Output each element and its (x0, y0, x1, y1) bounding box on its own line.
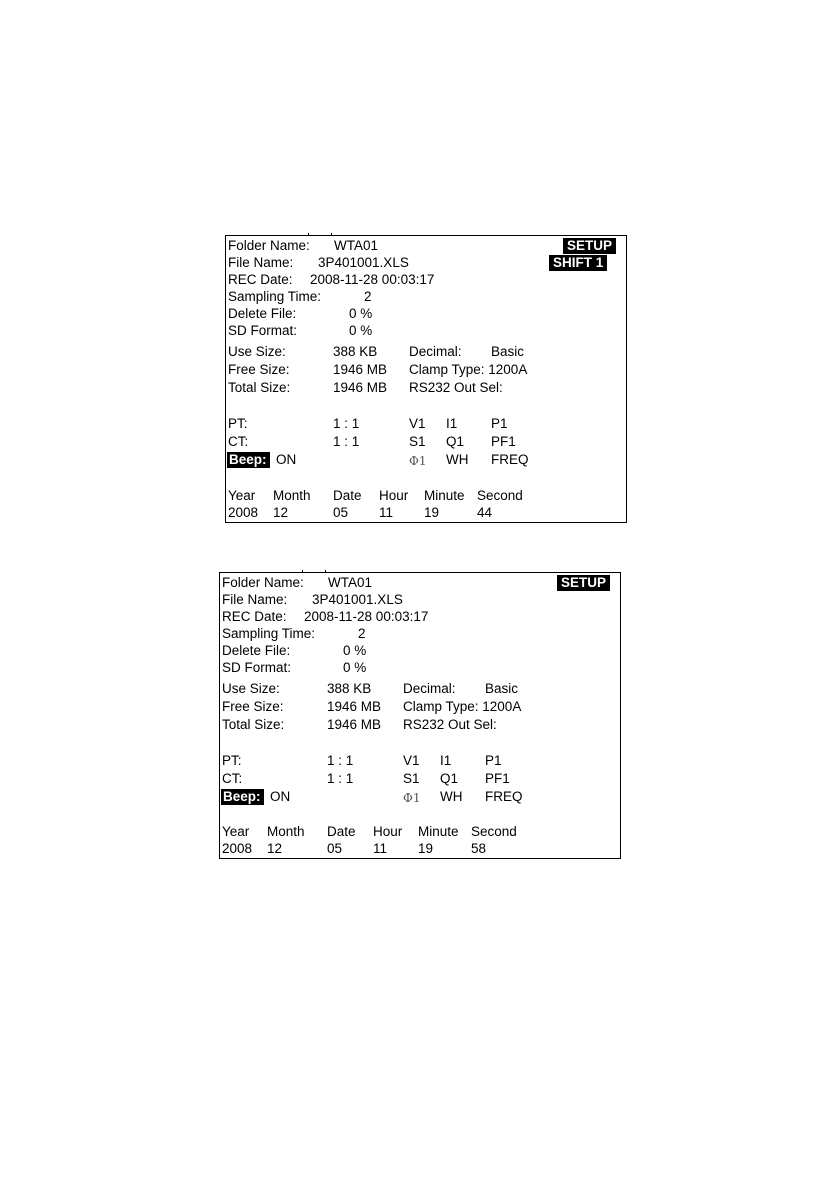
month-value: 12 (267, 841, 283, 856)
beep-label-highlighted: Beep: (227, 452, 270, 468)
rs232-out-sel-label: RS232 Out Sel: (409, 380, 503, 395)
rs232-option-s1: S1 (403, 771, 420, 786)
free-size-label: Free Size: (228, 362, 290, 377)
sd-format-value: 0 % (349, 323, 373, 338)
setup-badge: SETUP (557, 575, 610, 591)
rec-date-value: 2008-11-28 00:03:17 (304, 609, 429, 624)
hour-value: 11 (379, 505, 394, 520)
ct-value: 1 : 1 (327, 771, 354, 786)
second-value: 44 (477, 505, 493, 520)
free-size-value: 1946 MB (327, 699, 382, 714)
rs232-option-pf1: PF1 (491, 434, 516, 449)
use-size-value: 388 KB (333, 344, 378, 359)
decimal-value: Basic (485, 681, 519, 696)
folder-name-value: WTA01 (334, 238, 379, 253)
sampling-time-label: Sampling Time: (228, 289, 322, 304)
sampling-time-value: 2 (358, 626, 366, 641)
delete-file-value: 0 % (349, 306, 373, 321)
month-header: Month (267, 824, 305, 839)
date-header: Date (327, 824, 356, 839)
rs232-option-s1: S1 (409, 434, 426, 449)
rs232-option-q1: Q1 (446, 434, 465, 449)
sd-format-label: SD Format: (228, 323, 298, 338)
rec-date-label: REC Date: (222, 609, 287, 624)
shift-badge: SHIFT 1 (549, 255, 607, 271)
beep-label-highlighted: Beep: (221, 789, 264, 805)
month-header: Month (273, 488, 311, 503)
second-value: 58 (471, 841, 487, 856)
minute-value: 19 (424, 505, 440, 520)
file-name-value: 3P401001.XLS (312, 592, 403, 607)
use-size-value: 388 KB (327, 681, 372, 696)
rs232-option-v1: V1 (403, 753, 420, 768)
year-value: 2008 (228, 505, 259, 520)
year-header: Year (228, 488, 256, 503)
minute-header: Minute (424, 488, 465, 503)
free-size-label: Free Size: (222, 699, 284, 714)
folder-name-label: Folder Name: (222, 575, 304, 590)
file-name-label: File Name: (222, 592, 288, 607)
month-value: 12 (273, 505, 289, 520)
folder-name-value: WTA01 (328, 575, 373, 590)
folder-name-label: Folder Name: (228, 238, 310, 253)
year-value: 2008 (222, 841, 253, 856)
clamp-type-label: Clamp Type: 1200A (403, 699, 522, 714)
delete-file-label: Delete File: (228, 306, 297, 321)
rs232-out-sel-label: RS232 Out Sel: (403, 717, 497, 732)
hour-value: 11 (373, 841, 388, 856)
rs232-option-i1: I1 (446, 416, 458, 431)
decimal-label: Decimal: (409, 344, 462, 359)
decimal-value: Basic (491, 344, 525, 359)
total-size-value: 1946 MB (327, 717, 382, 732)
pt-value: 1 : 1 (327, 753, 354, 768)
rs232-option-phi1: Φ1 (409, 454, 427, 468)
date-header: Date (333, 488, 362, 503)
pt-value: 1 : 1 (333, 416, 360, 431)
rs232-option-freq: FREQ (485, 789, 523, 804)
clamp-type-label: Clamp Type: 1200A (409, 362, 528, 377)
rs232-option-p1: P1 (491, 416, 508, 431)
top-tick-mark (302, 570, 303, 573)
total-size-value: 1946 MB (333, 380, 388, 395)
top-tick-mark (325, 570, 326, 573)
rec-date-label: REC Date: (228, 272, 293, 287)
file-name-value: 3P401001.XLS (318, 255, 409, 270)
rs232-option-phi1: Φ1 (403, 791, 421, 805)
rs232-option-q1: Q1 (440, 771, 459, 786)
second-header: Second (477, 488, 523, 503)
rs232-option-freq: FREQ (491, 452, 529, 467)
rs232-option-wh: WH (440, 789, 463, 804)
free-size-value: 1946 MB (333, 362, 388, 377)
beep-value: ON (276, 452, 297, 467)
top-tick-mark (308, 233, 309, 236)
setup-screen-shift (225, 235, 627, 523)
rs232-option-pf1: PF1 (485, 771, 510, 786)
use-size-label: Use Size: (228, 344, 286, 359)
pt-label: PT: (222, 753, 242, 768)
second-header: Second (471, 824, 517, 839)
date-value: 05 (327, 841, 343, 856)
top-tick-mark (331, 233, 332, 236)
sd-format-value: 0 % (343, 660, 367, 675)
ct-value: 1 : 1 (333, 434, 360, 449)
pt-label: PT: (228, 416, 248, 431)
use-size-label: Use Size: (222, 681, 280, 696)
beep-value: ON (270, 789, 291, 804)
ct-label: CT: (222, 771, 243, 786)
minute-header: Minute (418, 824, 459, 839)
rs232-option-p1: P1 (485, 753, 502, 768)
rec-date-value: 2008-11-28 00:03:17 (310, 272, 435, 287)
rs232-option-wh: WH (446, 452, 469, 467)
rs232-option-v1: V1 (409, 416, 426, 431)
sampling-time-label: Sampling Time: (222, 626, 316, 641)
total-size-label: Total Size: (228, 380, 291, 395)
year-header: Year (222, 824, 250, 839)
sd-format-label: SD Format: (222, 660, 292, 675)
total-size-label: Total Size: (222, 717, 285, 732)
setup-badge: SETUP (563, 238, 616, 254)
hour-header: Hour (379, 488, 409, 503)
decimal-label: Decimal: (403, 681, 456, 696)
delete-file-value: 0 % (343, 643, 367, 658)
minute-value: 19 (418, 841, 434, 856)
sampling-time-value: 2 (364, 289, 372, 304)
file-name-label: File Name: (228, 255, 294, 270)
setup-screen (219, 572, 621, 859)
rs232-option-i1: I1 (440, 753, 452, 768)
delete-file-label: Delete File: (222, 643, 291, 658)
date-value: 05 (333, 505, 349, 520)
hour-header: Hour (373, 824, 403, 839)
ct-label: CT: (228, 434, 249, 449)
